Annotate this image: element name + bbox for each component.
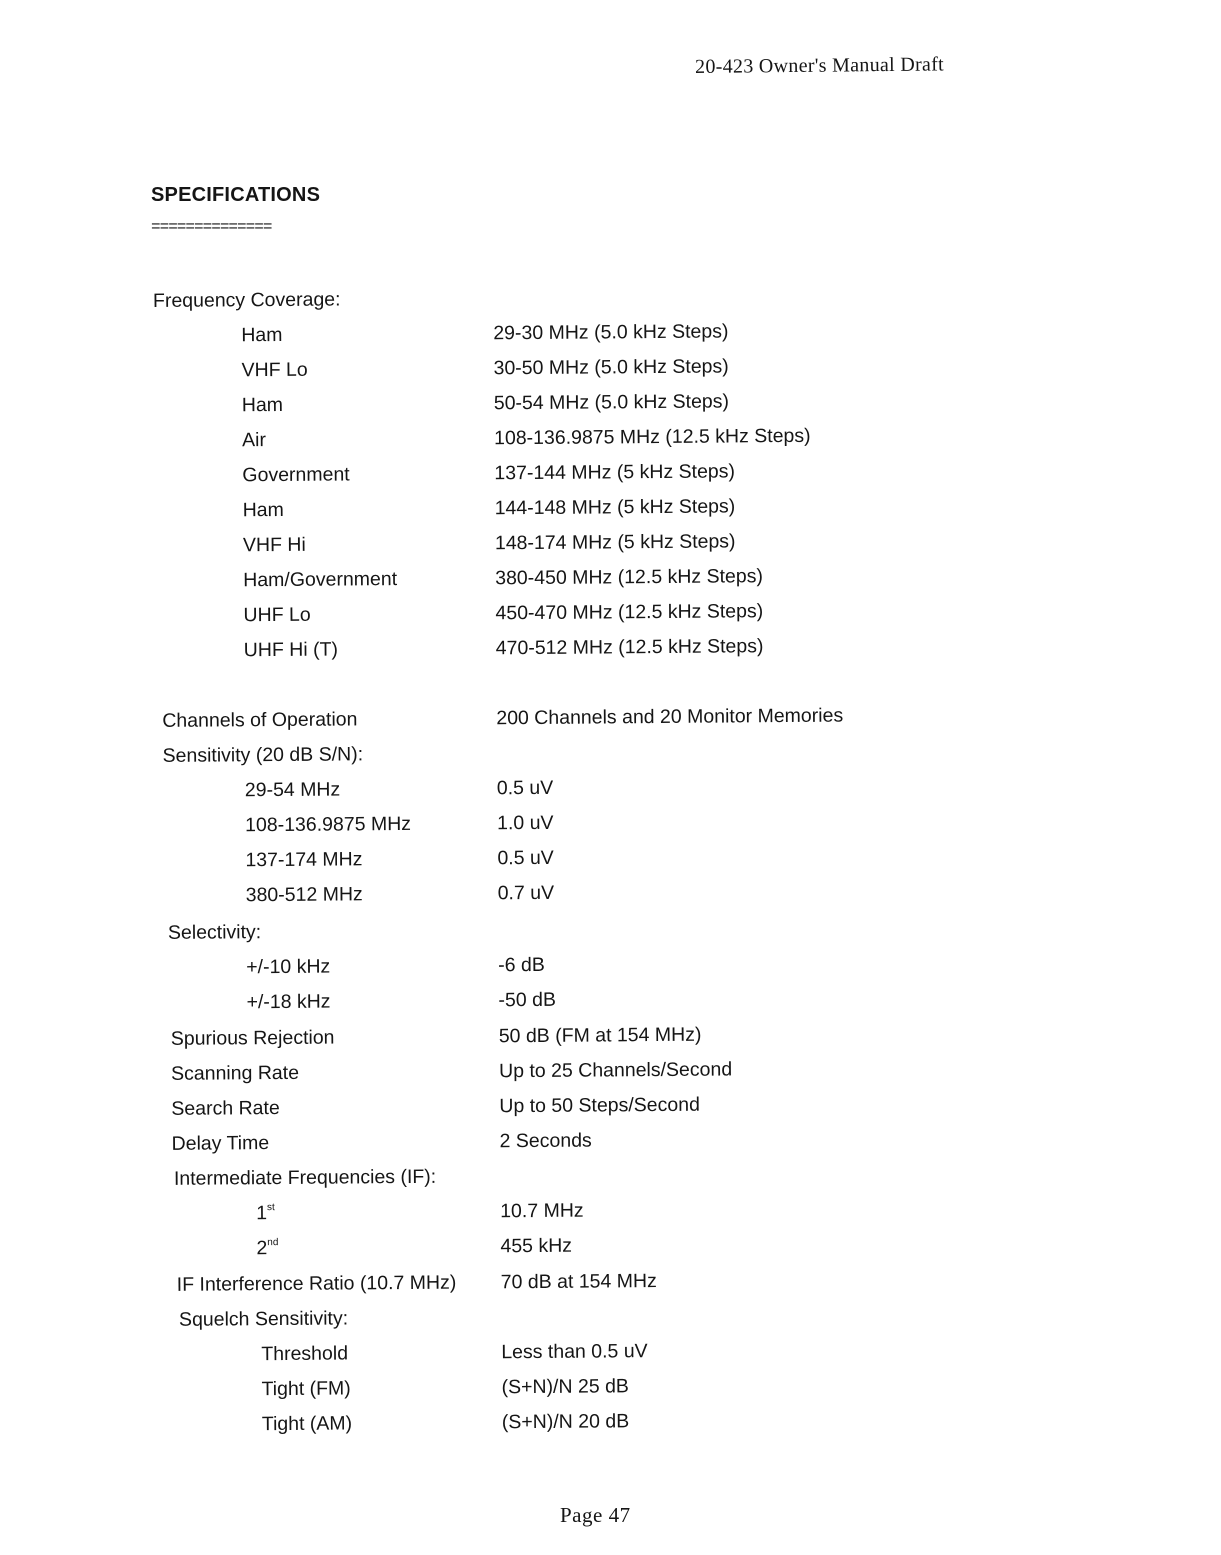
spec-label: Ham: [241, 393, 284, 417]
spec-value: Less than 0.5 uV: [501, 1340, 648, 1364]
if-second-label: [256, 1237, 278, 1260]
scanning-label: Scanning Rate: [170, 1061, 300, 1085]
section-title: SPECIFICATIONS: [151, 184, 321, 206]
spec-label: 137-174 MHz: [245, 848, 363, 872]
spec-label: Tight (FM): [261, 1377, 351, 1401]
spec-label: +/-18 kHz: [246, 990, 331, 1014]
spec-value: 380-450 MHz (12.5 kHz Steps): [495, 565, 763, 590]
spec-label: UHF Hi (T): [243, 638, 339, 662]
frequency-coverage-label: Frequency Coverage:: [152, 288, 341, 312]
search-value: Up to 50 Steps/Second: [499, 1093, 700, 1118]
channels-value: 200 Channels and 20 Monitor Memories: [496, 704, 844, 730]
spec-value: 144-148 MHz (5 kHz Steps): [494, 495, 736, 520]
spec-value: 0.5 uV: [497, 846, 554, 870]
spec-value: 30-50 MHz (5.0 kHz Steps): [493, 355, 729, 380]
spec-label: Tight (AM): [261, 1412, 353, 1436]
spec-value: (S+N)/N 20 dB: [501, 1410, 630, 1434]
spec-value: 450-470 MHz (12.5 kHz Steps): [495, 600, 764, 625]
spec-value: 50-54 MHz (5.0 kHz Steps): [493, 390, 730, 415]
spec-label: Ham: [242, 498, 284, 522]
scanning-value: Up to 25 Channels/Second: [498, 1058, 733, 1083]
spec-label: 108-136.9875 MHz: [245, 812, 412, 837]
if-first-number: 1: [256, 1202, 268, 1225]
title-underline: ==============: [151, 218, 272, 236]
if-second-value: 455 kHz: [500, 1234, 573, 1258]
search-label: Search Rate: [171, 1097, 280, 1120]
page-number: Page 47: [560, 1503, 631, 1527]
spec-value: 0.5 uV: [496, 776, 554, 800]
delay-label: Delay Time: [171, 1132, 270, 1155]
spec-label: +/-10 kHz: [246, 955, 331, 979]
spec-value: -6 dB: [498, 953, 545, 977]
if-ratio-label: IF Interference Ratio (10.7 MHz): [176, 1271, 457, 1296]
sensitivity-label: Sensitivity (20 dB S/N):: [162, 743, 364, 767]
channels-label: Channels of Operation: [162, 708, 358, 732]
if-ratio-value: 70 dB at 154 MHz: [500, 1270, 657, 1294]
spec-value: 0.7 uV: [497, 881, 555, 905]
spec-label: Threshold: [261, 1342, 349, 1366]
spec-label: 29-54 MHz: [244, 778, 341, 802]
spec-label: Air: [242, 429, 267, 452]
spurious-value: 50 dB (FM at 154 MHz): [498, 1023, 702, 1048]
spec-label: Ham/Government: [243, 568, 398, 592]
spec-label: Ham: [241, 323, 283, 347]
spec-value: 29-30 MHz (5.0 kHz Steps): [493, 320, 729, 345]
if-first-label: [256, 1202, 275, 1225]
spec-label: 380-512 MHz: [245, 883, 363, 907]
delay-value: 2 Seconds: [499, 1129, 592, 1153]
spec-value: 1.0 uV: [497, 811, 554, 835]
if-first-value: 10.7 MHz: [500, 1199, 584, 1223]
spec-label: VHF Hi: [242, 533, 306, 557]
spec-value: 108-136.9875 MHz (12.5 kHz Steps): [494, 424, 811, 450]
spec-value: -50 dB: [498, 988, 557, 1012]
spec-value: (S+N)/N 25 dB: [501, 1375, 629, 1399]
squelch-label: Squelch Sensitivity:: [178, 1307, 349, 1331]
spec-value: 137-144 MHz (5 kHz Steps): [494, 460, 736, 485]
spec-label: Government: [242, 463, 350, 487]
spurious-label: Spurious Rejection: [170, 1026, 335, 1050]
if-second-number: 2: [256, 1237, 268, 1260]
document-header: 20-423 Owner's Manual Draft: [695, 53, 945, 78]
spec-value: 148-174 MHz (5 kHz Steps): [494, 530, 736, 555]
if-label: Intermediate Frequencies (IF):: [173, 1165, 437, 1190]
spec-label: UHF Lo: [243, 603, 311, 627]
if-second-suffix: nd: [267, 1237, 279, 1249]
if-first-suffix: st: [266, 1202, 275, 1214]
spec-label: VHF Lo: [241, 358, 308, 382]
spec-value: 470-512 MHz (12.5 kHz Steps): [495, 635, 764, 660]
selectivity-label: Selectivity:: [167, 921, 262, 944]
